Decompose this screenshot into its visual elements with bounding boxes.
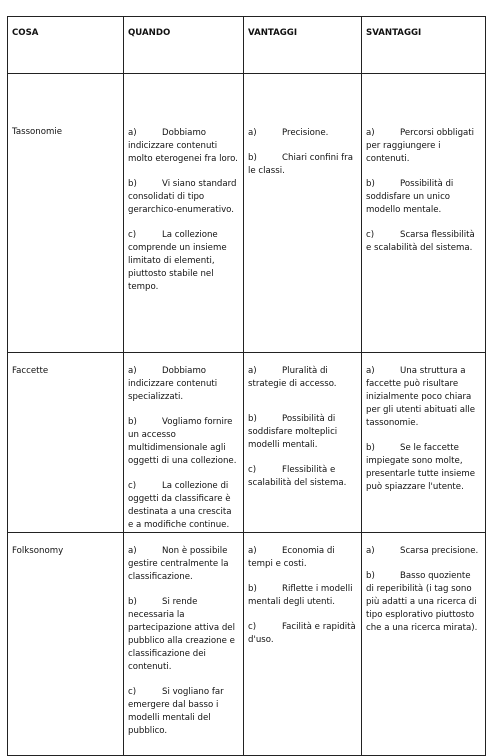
list-item <box>366 570 481 635</box>
list-item <box>128 127 239 166</box>
item-marker: a) <box>128 366 137 376</box>
item-text: Possibilità di soddisfare un unico modello mentale. <box>366 179 454 215</box>
item-text: Pluralità di strategie di accesso. <box>248 366 337 389</box>
item-text: Economia di tempi e costi. <box>248 546 335 569</box>
list-item <box>366 365 481 430</box>
cell-vantaggi <box>244 353 362 533</box>
item-marker: a) <box>366 366 375 376</box>
header-row <box>8 17 486 74</box>
cosa-label: Faccette <box>12 366 49 376</box>
list-item <box>248 545 357 571</box>
item-text: Percorsi obbligati per raggiungere i contenuti. <box>366 128 475 164</box>
table-row <box>8 74 486 353</box>
item-marker: b) <box>248 153 257 163</box>
item-marker: a) <box>248 546 257 556</box>
list-item <box>128 686 239 738</box>
list-item <box>248 464 357 490</box>
item-text: Scarsa precisione. <box>400 546 479 556</box>
item-text: Se le faccette impiegate sono molte, presentarle tutte insieme può spiazzare l'utente. <box>366 443 476 492</box>
item-text: La collezione di oggetti da classificare è destinata a una crescita e a modifiche continue. <box>128 481 232 530</box>
item-text: Riflette i modelli mentali degli utenti. <box>248 584 353 607</box>
item-marker: b) <box>366 179 375 189</box>
header-vantaggi: VANTAGGI <box>244 17 362 74</box>
item-text: Chiari confini fra le classi. <box>248 153 353 176</box>
item-text: Possibilità di soddisfare molteplici modelli mentali. <box>248 414 338 450</box>
list-item <box>366 545 481 558</box>
item-marker: b) <box>128 597 137 607</box>
list-item <box>366 178 481 217</box>
item-marker: b) <box>366 571 375 581</box>
list-item <box>248 152 357 178</box>
cell-cosa <box>8 533 124 756</box>
item-marker: a) <box>366 128 375 138</box>
item-marker: c) <box>248 465 257 475</box>
list-item <box>366 127 481 166</box>
cell-quando <box>124 533 244 756</box>
list-item <box>248 583 357 609</box>
item-text: Facilità e rapidità d'uso. <box>248 622 356 645</box>
list-item <box>128 596 239 674</box>
list-item <box>128 480 239 532</box>
table-row <box>8 533 486 756</box>
list-item <box>248 127 357 140</box>
list-item <box>366 229 481 255</box>
cell-cosa <box>8 353 124 533</box>
cell-svantaggi <box>362 533 486 756</box>
item-text: La collezione comprende un insieme limitato di elementi, piuttosto stabile nel tempo. <box>128 230 227 292</box>
list-item <box>248 365 357 391</box>
cell-quando <box>124 353 244 533</box>
item-text: Non è possibile gestire centralmente la classificazione. <box>128 546 229 582</box>
item-text: Basso quoziente di reperibilità (i tag sono più adatti a una ricerca di tipo esplorativo piuttosto che a una ricerca mirata). <box>366 571 478 633</box>
cell-svantaggi <box>362 74 486 353</box>
item-text: Si rende necessaria la partecipazione attiva del pubblico alla creazione e classificazione dei contenuti. <box>128 597 235 672</box>
item-text: Una struttura a faccette può risultare inizialmente poco chiara per gli utenti abituati alle tassonomie. <box>366 366 476 428</box>
list-item <box>128 545 239 584</box>
cell-quando <box>124 74 244 353</box>
item-text: Si vogliano far emergere dal basso i modelli mentali del pubblico. <box>128 687 224 736</box>
table-row <box>8 353 486 533</box>
comparison-table <box>7 16 486 756</box>
item-text: Vi siano standard consolidati di tipo gerarchico-enumerativo. <box>128 179 237 215</box>
item-text: Precisione. <box>282 128 329 138</box>
header-cosa: COSA <box>8 17 124 74</box>
cell-svantaggi <box>362 353 486 533</box>
item-marker: c) <box>128 687 137 697</box>
list-item <box>366 442 481 494</box>
item-marker: a) <box>248 128 257 138</box>
item-marker: b) <box>248 414 257 424</box>
item-text: Scarsa flessibilità e scalabilità del sistema. <box>366 230 475 253</box>
item-marker: b) <box>366 443 375 453</box>
cell-vantaggi <box>244 533 362 756</box>
item-marker: b) <box>128 417 137 427</box>
item-marker: a) <box>248 366 257 376</box>
item-text: Dobbiamo indicizzare contenuti specializzati. <box>128 366 218 402</box>
list-item <box>248 413 357 452</box>
list-item <box>128 178 239 217</box>
item-marker: c) <box>366 230 375 240</box>
list-item <box>128 416 239 468</box>
item-marker: a) <box>128 546 137 556</box>
item-marker: b) <box>128 179 137 189</box>
item-marker: b) <box>248 584 257 594</box>
list-item <box>128 365 239 404</box>
item-text: Flessibilità e scalabilità del sistema. <box>248 465 347 488</box>
cosa-label: Folksonomy <box>12 546 64 556</box>
item-marker: c) <box>248 622 257 632</box>
item-marker: a) <box>128 128 137 138</box>
item-text: Dobbiamo indicizzare contenuti molto eterogenei fra loro. <box>128 128 238 164</box>
item-marker: c) <box>128 481 137 491</box>
header-svantaggi: SVANTAGGI <box>362 17 486 74</box>
list-item <box>128 229 239 294</box>
cell-cosa <box>8 74 124 353</box>
cell-vantaggi <box>244 74 362 353</box>
item-marker: a) <box>366 546 375 556</box>
item-text: Vogliamo fornire un accesso multidimensionale agli oggetti di una collezione. <box>128 417 237 466</box>
item-marker: c) <box>128 230 137 240</box>
cosa-label: Tassonomie <box>12 127 63 137</box>
header-quando: QUANDO <box>124 17 244 74</box>
list-item <box>248 621 357 647</box>
